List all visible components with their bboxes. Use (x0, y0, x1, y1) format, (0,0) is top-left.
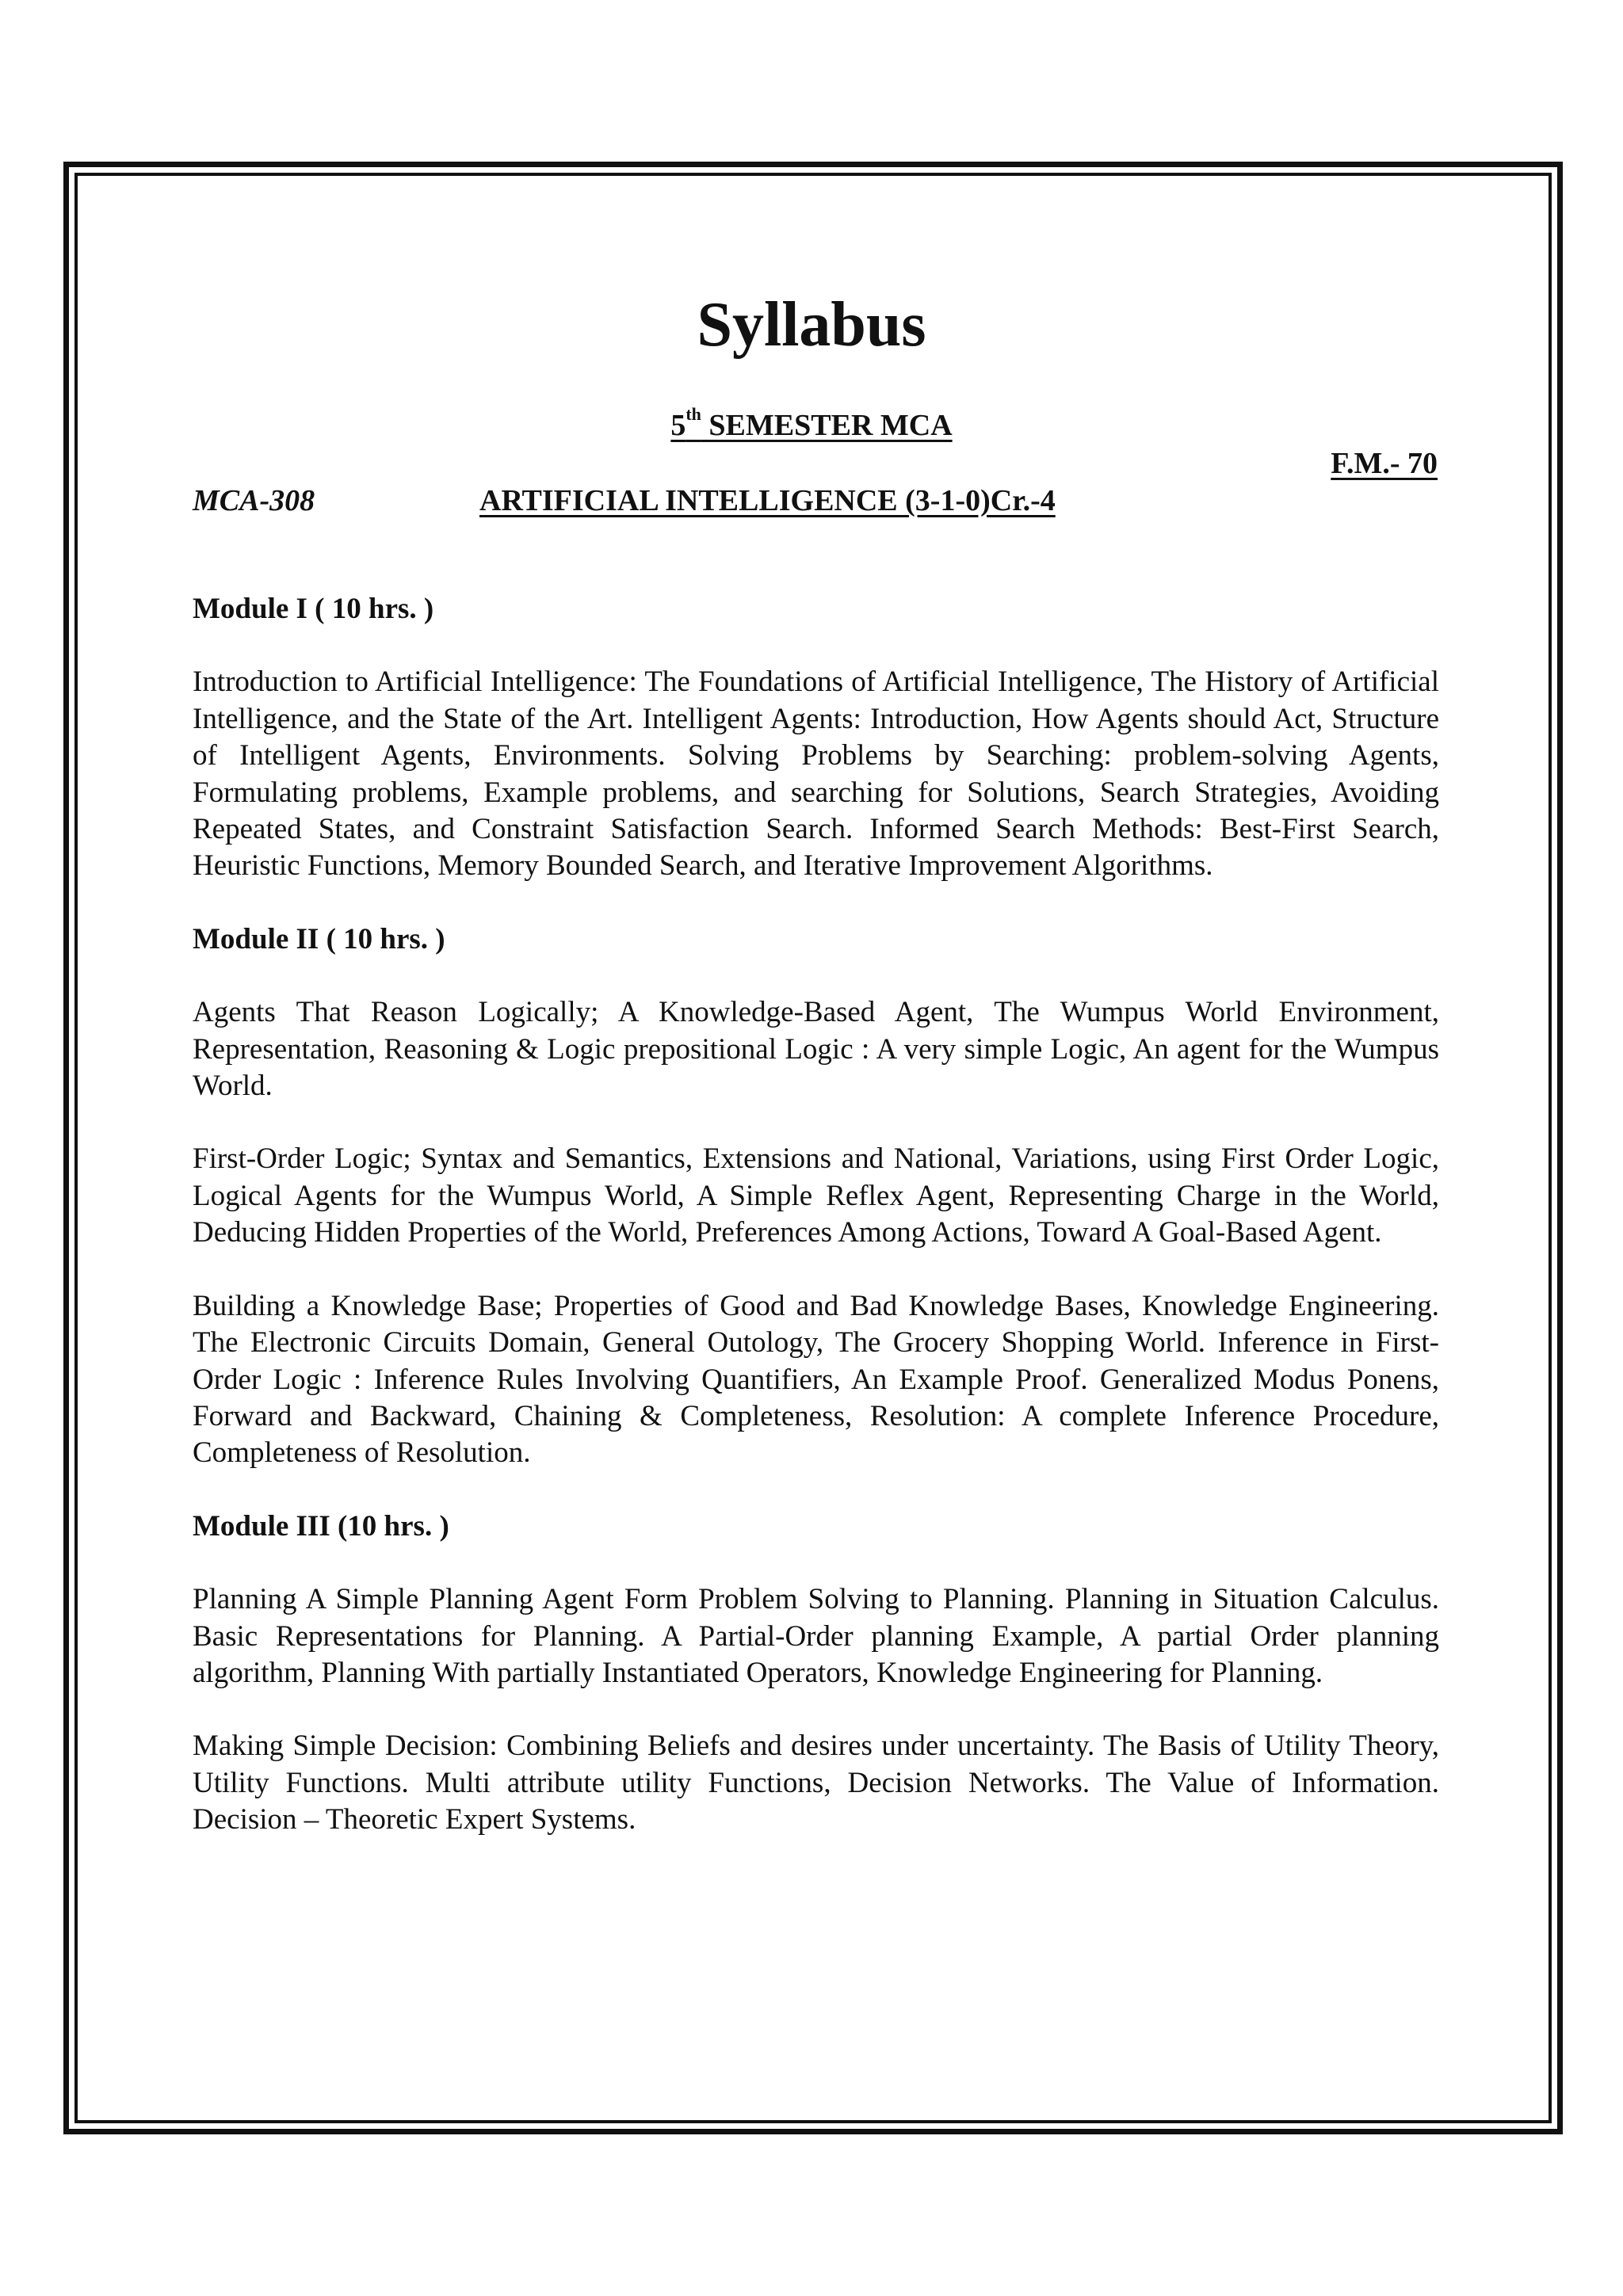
syllabus-content (193, 591, 1439, 1839)
semester-label: SEMESTER MCA (701, 409, 953, 442)
full-marks: F.M.- 70 (1331, 447, 1438, 480)
module-3-heading: Module III (10 hrs. ) (193, 1509, 449, 1543)
course-code: MCA-308 (193, 484, 315, 517)
semester-heading-text (670, 404, 953, 442)
module-1-heading: Module I ( 10 hrs. ) (193, 593, 434, 625)
module-1-paragraph-1: Introduction to Artificial Intelligence: The Foundations of Artificial Intelligence, The History of Artificial Intelligence, and the State of the Art. Intelligent Agents: Introduction, How Agents should Act, Structure of Intelligent Agents, Environments. Solving Problems by Searching: problem-solving Agents, Formulating problems, Example problems, and searching for Solutions, Search Strategies, Avoiding Repeated States, and Constraint Satisfaction Search. Informed Search Methods: Best-First Search, Heuristic Functions, Memory Bounded Search, and Iterative Improvement Algorithms. (193, 666, 1439, 883)
semester-suffix: th (685, 404, 701, 424)
page-title: Syllabus (697, 290, 926, 360)
module-3-paragraph-2: Making Simple Decision: Combining Beliefs and desires under uncertainty. The Basis of Utility Theory, Utility Functions. Multi attribute utility Functions, Decision Networks. The Value of Information. Decision – Theoretic Expert Systems. (193, 1730, 1439, 1836)
semester-number: 5 (670, 409, 686, 442)
module-3-paragraph-1: Planning A Simple Planning Agent Form Problem Solving to Planning. Planning in Situation Calculus. Basic Representations for Planning. A Partial-Order planning Example, A partial Order planning algorithm, Planning With partially Instantiated Operators, Knowledge Engineering for Planning. (193, 1583, 1439, 1689)
semester-heading (0, 404, 1623, 442)
module-2-paragraph-2: First-Order Logic; Syntax and Semantics, Extensions and National, Variations, using First Order Logic, Logical Agents for the Wumpus World, A Simple Reflex Agent, Representing Charge in the World, Deducing Hidden Properties of the World, Preferences Among Actions, Toward A Goal-Based Agent. (193, 1142, 1439, 1249)
course-title: ARTIFICIAL INTELLIGENCE (3-1-0)Cr.-4 (479, 484, 1056, 517)
module-2-paragraph-1: Agents That Reason Logically; A Knowledge-Based Agent, The Wumpus World Environment, Representation, Reasoning & Logic prepositional Logic : A very simple Logic, An agent for the Wumpus World. (193, 996, 1439, 1103)
module-2-paragraph-3: Building a Knowledge Base; Properties of Good and Bad Knowledge Bases, Knowledge Engineering. The Electronic Circuits Domain, General Outology, The Grocery Shopping World. Inference in First-Order Logic : Inference Rules Involving Quantifiers, An Example Proof. Generalized Modus Ponens, Forward and Backward, Chaining & Completeness, Resolution: A complete Inference Procedure, Completeness of Resolution. (193, 1289, 1439, 1470)
module-2-heading: Module II ( 10 hrs. ) (193, 922, 445, 955)
